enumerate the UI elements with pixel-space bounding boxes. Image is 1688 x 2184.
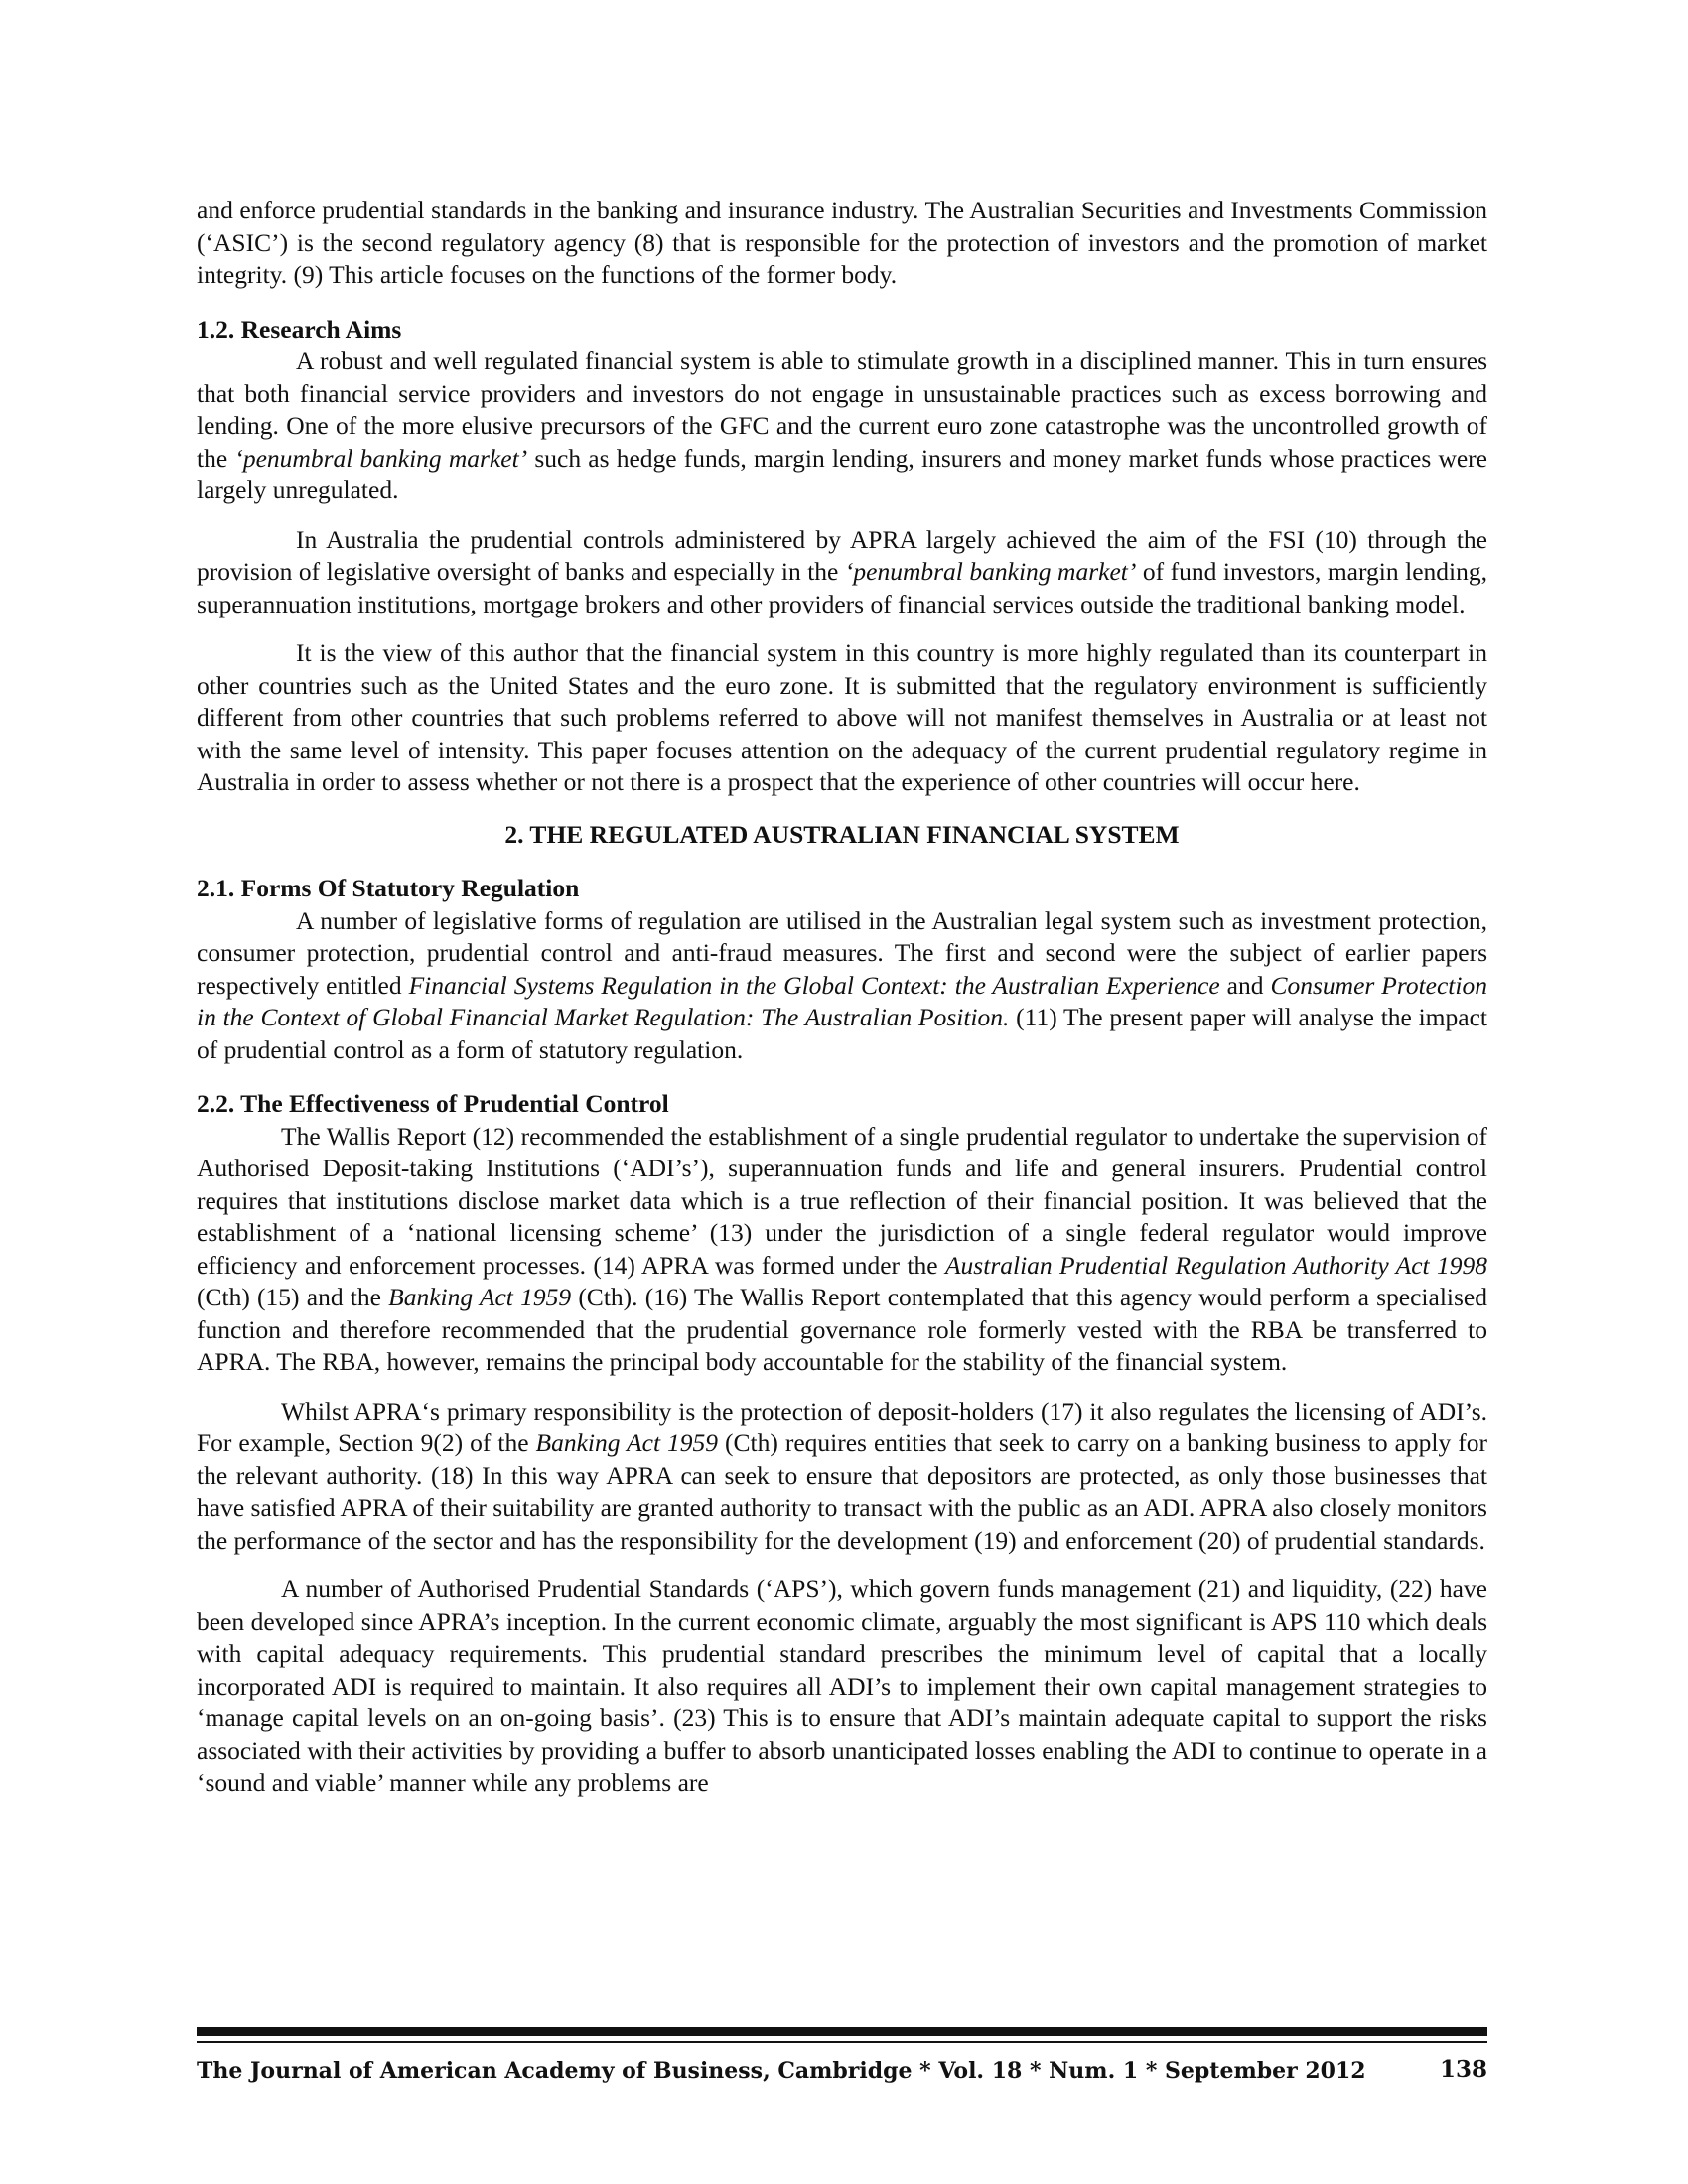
effectiveness-paragraph-1: The Wallis Report (12) recommended the establishment of a single prudential regulator to undertake the supervision of Authorised Deposit-taking Institutions (‘ADI’s’), superannuation funds and life and general insurers. Prudential control requires that institutions disclose market data which is a true reflection of their financial position. It was believed that the establishment of a ‘national licensing scheme’ (13) under the jurisdiction of a single federal regulator would improve efficiency and enforcement processes. (14) APRA was formed under the Australian Prudential Regulation Authority Act 1998 (Cth) (15) and the Banking Act 1959 (Cth). (16) The Wallis Report contemplated that this agency would perform a specialised function and therefore recommended that the prudential governance role formerly vested with the RBA be transferred to APRA. The RBA, however, remains the principal body accountable for the stability of the financial system. [197, 1121, 1488, 1376]
section-heading-forms-of-regulation: 2.1. Forms Of Statutory Regulation [197, 874, 580, 902]
section-heading-research-aims: 1.2. Research Aims [197, 314, 402, 343]
effectiveness-paragraph-3: A number of Authorised Prudential Standards (‘APS’), which govern funds management (21) and liquidity, (22) have been developed since APRA’s inception. In the current economic climate, arguably the most significant is APS 110 which deals with capital adequacy requirements. This prudential standard prescribes the minimum level of capital that a locally incorporated ADI is required to maintain. It also requires all ADI’s to implement their own capital management strategies to ‘manage capital levels on an on-going basis’. (23) This is to ensure that ADI’s maintain adequate capital to support the risks associated with their activities by providing a buffer to absorb unanticipated losses enabling the ADI to continue to operate in a ‘sound and viable’ manner while any problems are [197, 1574, 1487, 1797]
research-aims-paragraph-1: A robust and well regulated financial system is able to stimulate growth in a disciplined manner. This in turn ensures that both financial service providers and investors do not engage in unsustainable practices such as excess borrowing and lending. One of the more elusive precursors of the GFC and the current euro zone catastrophe was the uncontrolled growth of the ‘penumbral banking market’ such as hedge funds, margin lending, insurers and money market funds whose practices were largely unregulated. [197, 346, 1487, 504]
page-body [197, 195, 1487, 1800]
research-aims-paragraph-3: It is the view of this author that the financial system in this country is more highly regulated than its counterpart in other countries such as the United States and the euro zone. It is submitted that the regulatory environment is sufficiently different from other countries that such problems referred to above will not manifest themselves in Australia or at least not with the same level of intensity. This paper focuses attention on the adequacy of the current prudential regulatory regime in Australia in order to assess whether or not there is a prospect that the experience of other countries will occur here. [197, 638, 1487, 796]
section-heading-regulated-system: 2. THE REGULATED AUSTRALIAN FINANCIAL SYSTEM [504, 819, 1180, 849]
research-aims-paragraph-2: In Australia the prudential controls administered by APRA largely achieved the aim of the FSI (10) through the provision of legislative oversight of banks and especially in the ‘penumbral banking market’ of fund investors, margin lending, superannuation institutions, mortgage brokers and other providers of financial services outside the traditional banking model. [197, 524, 1487, 618]
footer-page-number: 138 [1440, 2056, 1488, 2083]
intro-paragraph: and enforce prudential standards in the banking and insurance industry. The Australian Securities and Investments Commission (‘ASIC’) is the second regulatory agency (8) that is responsible for the protection of investors and the promotion of market integrity. (9) This article focuses on the functions of the former body. [197, 196, 1487, 289]
effectiveness-paragraph-2: Whilst APRA‘s primary responsibility is the protection of deposit-holders (17) it also regulates the licensing of ADI’s. For example, Section 9(2) of the Banking Act 1959 (Cth) requires entities that seek to carry on a banking business to apply for the relevant authority. (18) In this way APRA can seek to ensure that depositors are protected, as only those businesses that have satisfied APRA of their suitability are granted authority to transact with the public as an ADI. APRA also closely monitors the performance of the sector and has the responsibility for the development (19) and enforcement (20) of prudential standards. [197, 1396, 1487, 1555]
footer-rule-thin [197, 2041, 1487, 2043]
forms-of-regulation-paragraph: A number of legislative forms of regulation are utilised in the Australian legal system such as investment protection, consumer protection, prudential control and anti-fraud measures. The first and second were the subject of earlier papers respectively entitled Financial Systems Regulation in the Global Context: the Australian Experience and Consumer Protection in the Context of Global Financial Market Regulation: The Australian Position. (11) The present paper will analyse the impact of prudential control as a form of statutory regulation. [197, 905, 1487, 1064]
footer-rule-thick [197, 2027, 1487, 2036]
section-heading-effectiveness: 2.2. The Effectiveness of Prudential Control [197, 1089, 669, 1118]
footer-journal-citation: The Journal of American Academy of Business, Cambridge * Vol. 18 * Num. 1 * September 2012 [197, 2058, 1366, 2084]
